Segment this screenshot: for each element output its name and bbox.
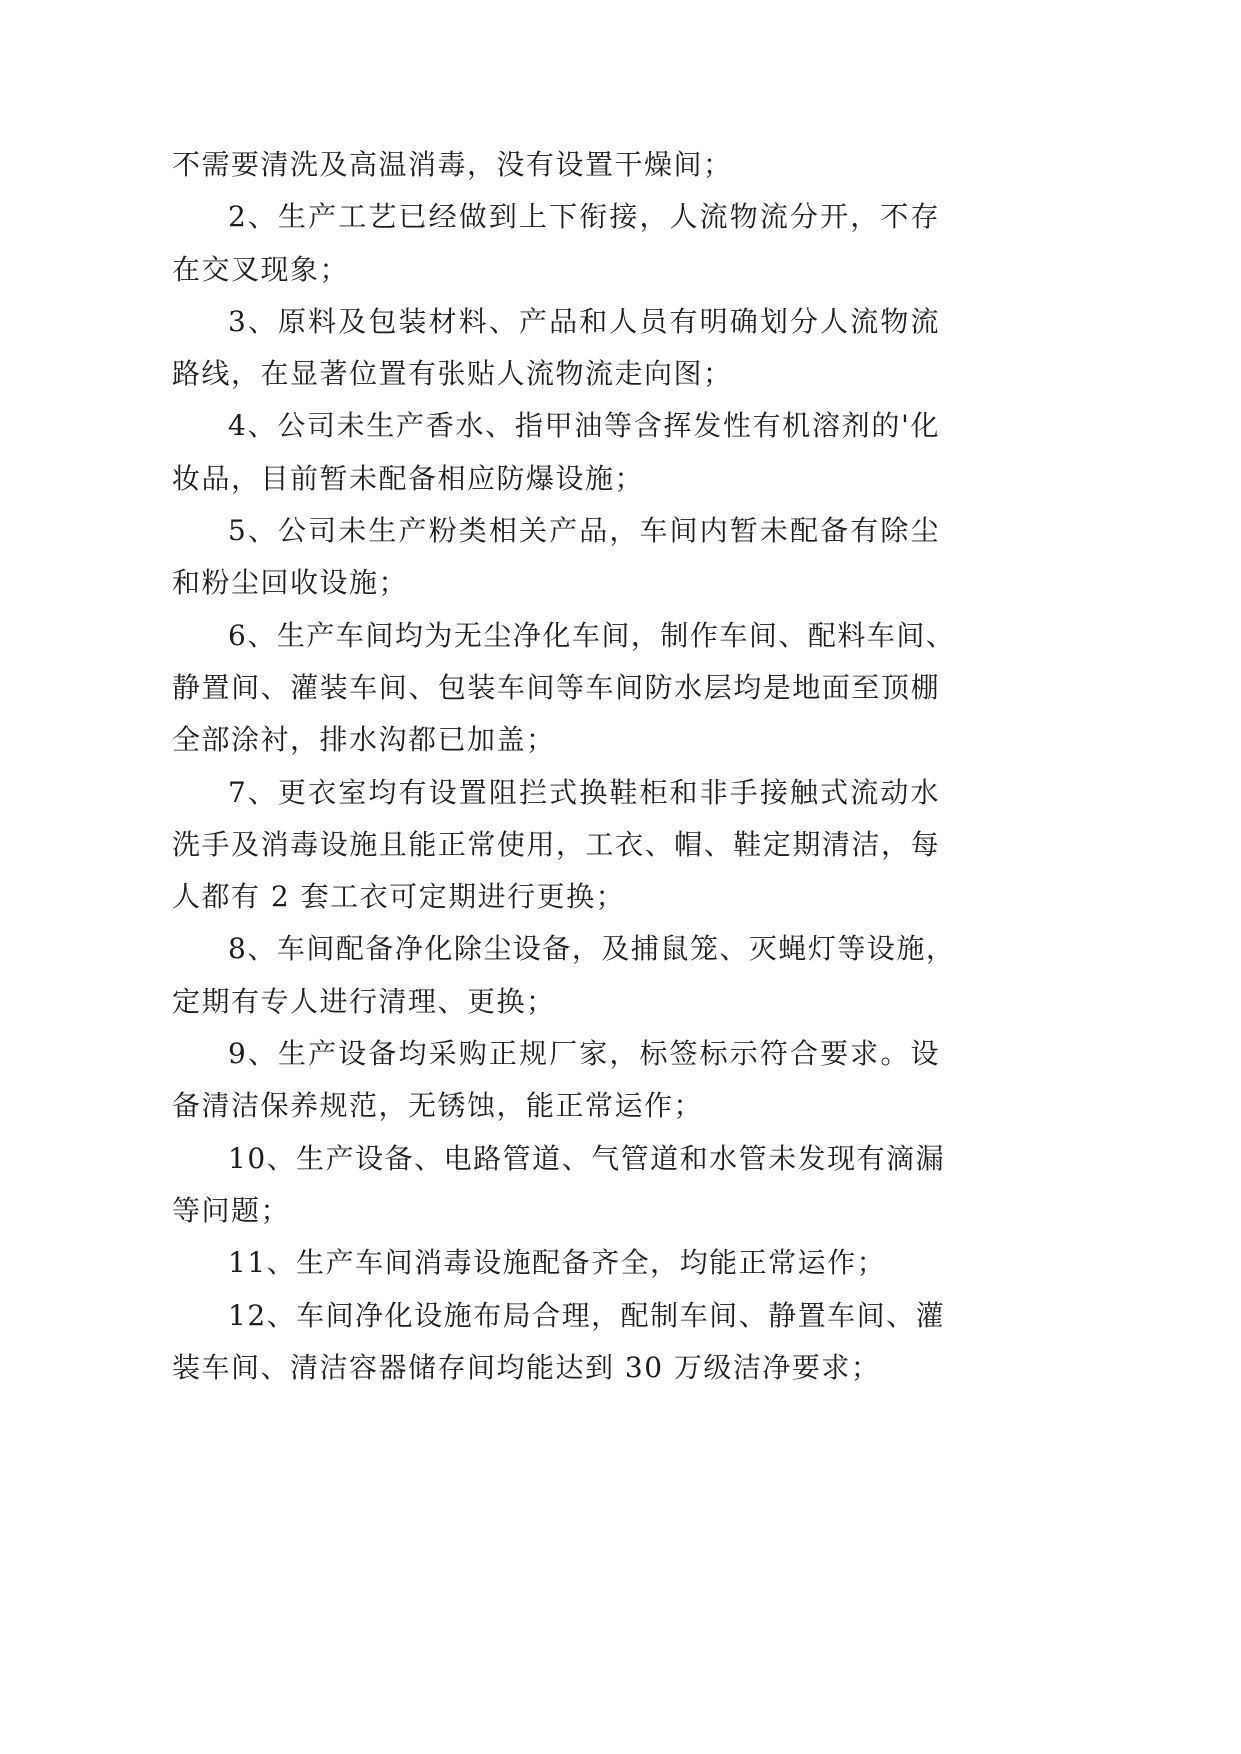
paragraph-item-3 bbox=[172, 296, 940, 401]
text-line: 和粉尘回收设施； bbox=[172, 566, 409, 600]
paragraph-item-2 bbox=[172, 191, 940, 296]
text-line: 6、生产车间均为无尘净化车间，制作车间、配料车间、 bbox=[228, 618, 956, 652]
text-line: 人都有 2 套工衣可定期进行更换； bbox=[172, 880, 626, 914]
paragraph-item-6 bbox=[172, 610, 956, 767]
paragraph-item-5 bbox=[172, 505, 940, 610]
text-line: 定期有专人进行清理、更换； bbox=[172, 984, 556, 1018]
text-line: 8、车间配备净化除尘设备，及捕鼠笼、灭蝇灯等设施， bbox=[228, 932, 956, 966]
text-line: 10、生产设备、电路管道、气管道和水管未发现有滴漏 bbox=[228, 1141, 946, 1175]
document-body bbox=[172, 139, 956, 1394]
text-line: 5、公司未生产粉类相关产品，车间内暂未配备有除尘 bbox=[228, 514, 940, 548]
text-line: 洗手及消毒设施且能正常使用，工衣、帽、鞋定期清洁，每 bbox=[172, 827, 940, 861]
text-line: 装车间、清洁容器储存间均能达到 30 万级洁净要求； bbox=[172, 1350, 881, 1384]
paragraph-item-10 bbox=[172, 1133, 946, 1238]
paragraph-item-4 bbox=[172, 400, 940, 505]
text-line: 4、公司未生产香水、指甲油等含挥发性有机溶剂的'化 bbox=[228, 409, 940, 443]
text-line: 静置间、灌装车间、包装车间等车间防水层均是地面至顶棚 bbox=[172, 670, 940, 704]
paragraph-item-11 bbox=[172, 1237, 940, 1289]
paragraph-item-7 bbox=[172, 767, 940, 924]
text-line: 12、车间净化设施布局合理，配制车间、静置车间、灌 bbox=[228, 1298, 946, 1332]
text-line: 9、生产设备均采购正规厂家，标签标示符合要求。设 bbox=[228, 1037, 940, 1071]
text-line: 妆品，目前暂未配备相应防爆设施； bbox=[172, 461, 645, 495]
text-line: 2、生产工艺已经做到上下衔接，人流物流分开，不存 bbox=[228, 200, 940, 234]
paragraph-item-12 bbox=[172, 1290, 946, 1395]
text-line: 3、原料及包装材料、产品和人员有明确划分人流物流 bbox=[228, 304, 940, 338]
text-line: 不需要清洗及高温消毒，没有设置干燥间； bbox=[172, 148, 733, 181]
text-line: 路线，在显著位置有张贴人流物流走向图； bbox=[172, 357, 733, 391]
paragraph-item-9 bbox=[172, 1028, 940, 1133]
text-line: 7、更衣室均有设置阻拦式换鞋柜和非手接触式流动水 bbox=[228, 775, 940, 809]
text-line: 11、生产车间消毒设施配备齐全，均能正常运作； bbox=[228, 1246, 887, 1280]
paragraph-continuation bbox=[172, 139, 940, 191]
text-line: 等问题； bbox=[172, 1193, 291, 1227]
text-line: 备清洁保养规范，无锈蚀，能正常运作； bbox=[172, 1089, 704, 1123]
text-line: 在交叉现象； bbox=[172, 252, 350, 286]
paragraph-item-8 bbox=[172, 923, 956, 1028]
text-line: 全部涂衬，排水沟都已加盖； bbox=[172, 723, 556, 757]
